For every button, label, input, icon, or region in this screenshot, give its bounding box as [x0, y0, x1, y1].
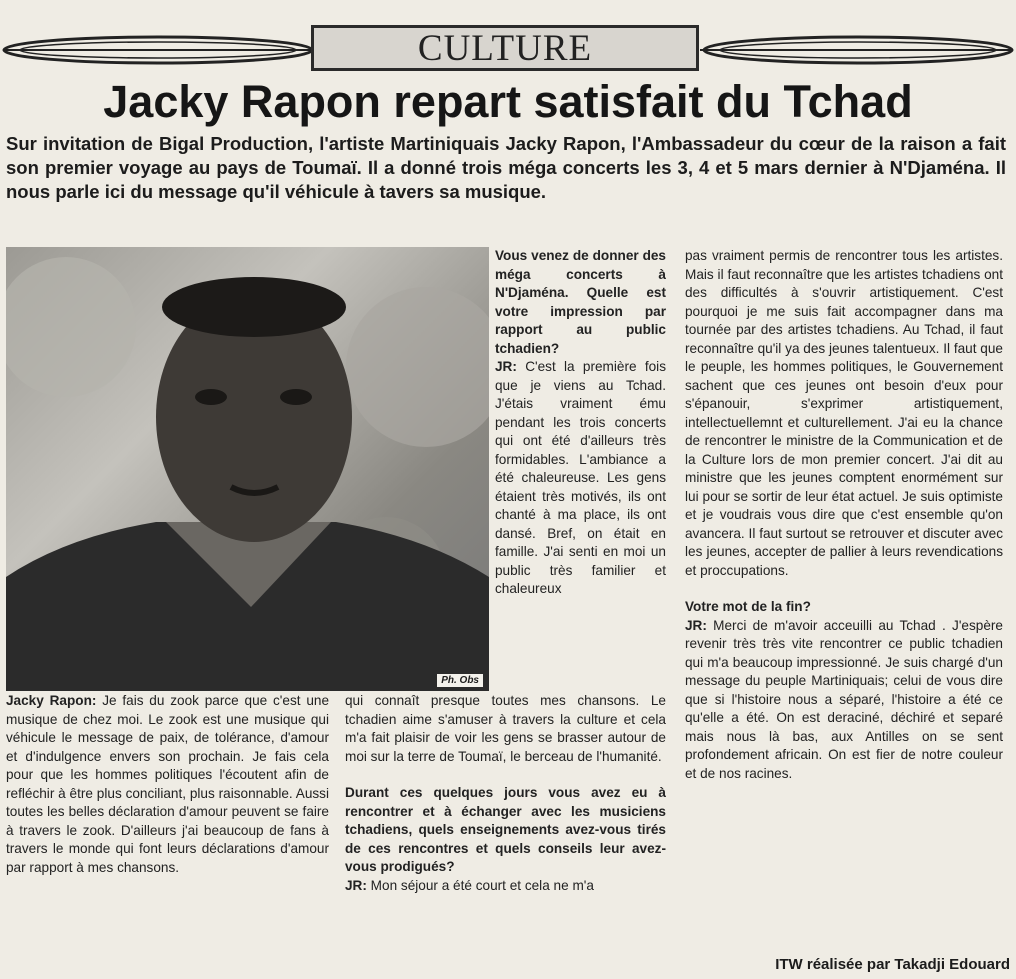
column-middle-bottom — [345, 692, 666, 895]
answer-1-continued: qui connaît presque toutes mes chansons. Le tchadien aime s'amuser à travers la culture et cela m'a fait plaisir de voir les gens se brasser autour de moi sur la terre de Toumaï, le berceau de l'humanité. — [345, 693, 666, 764]
portrait-photo — [6, 247, 489, 691]
speaker-label: JR: — [495, 359, 517, 374]
byline: ITW réalisée par Takadji Edouard — [775, 956, 1010, 973]
answer-3: Merci de m'avoir acceuilli au Tchad . J'espère revenir très très vite rencontrer ce public tchadien qui m'a beaucoup impressionné. Je suis chargé d'un message du peuple Martiniquais; celui de vous dire que si l'histoire nous a séparé, l'histoire a été ce qu'elle a été. On est deraciné, déchiré et separé mais nous là bas, aux Antilles on se sent profondement africain. On est fier de notre couleur et de nos racines. — [685, 617, 1003, 781]
question-3: Votre mot de la fin? — [685, 599, 811, 614]
answer-text: Je fais du zook parce que c'est une musique de chez moi. Le zook est une musique qui véhicule le message de paix, de tolérance, d'amour et d'indulgence envers son prochain. Je fais cela pour que les hommes politiques l'écoutent afin de refléchir à être plus conciliant, plus raisonnable. Aussi toutes les belles déclaration d'amour peuvent se faire à travers le zook. D'ailleurs j'ai beaucoup de fans à travers le monde qui font leurs déclarations d'amour par rapport à mes chansons. — [6, 693, 329, 875]
column-right — [685, 247, 1003, 783]
section-label: CULTURE — [311, 25, 699, 71]
answer-1: C'est la première fois que je viens au Tchad. J'étais vraiment ému pendant les trois concerts qui ont été d'ailleurs très formidables. L'ambiance a été chaleureuse. Les gens étaient très motivés, ils ont chanté à ma place, ils ont dansé. Bref, on était en famille. J'ai senti en moi un public très familier et chaleureux — [495, 359, 666, 596]
speaker-label: JR: — [345, 877, 367, 893]
speaker-label: JR: — [685, 617, 707, 633]
portrait-illustration — [6, 247, 489, 691]
question-2: Durant ces quelques jours vous avez eu à rencontrer et à échanger avec les musiciens tchadiens, quels enseignements avez-vous tirés de ces rencontres et quels conseils leur avez-vous prodigués? — [345, 785, 666, 874]
photo-credit: Ph. Obs — [437, 674, 483, 687]
headline: Jacky Rapon repart satisfait du Tchad — [103, 76, 913, 127]
question-1: Vous venez de donner des méga concerts à N'Djaména. Quelle est votre impression par rapport au public tchadien? — [495, 248, 666, 356]
answer-2: Mon séjour a été court et cela ne m'a — [366, 877, 594, 893]
speaker-label: Jacky Rapon: — [6, 693, 97, 708]
column-left — [6, 692, 329, 877]
lede-paragraph: Sur invitation de Bigal Production, l'artiste Martiniquais Jacky Rapon, l'Ambassadeur du cœur de la raison a fait son premier voyage au pays de Toumaï. Il a donné trois méga concerts les 3, 4 et 5 mars dernier à N'Djaména. Il nous parle ici du message qu'il véhicule à tavers sa musique. — [6, 133, 1006, 202]
column-middle-top — [495, 247, 666, 599]
answer-2-continued: pas vraiment permis de rencontrer tous les artistes. Mais il faut reconnaître que les artistes tchadiens ont des difficultés à s'ouvrir artistiquement. C'est pourquoi je me suis fait accompagner dans ma tournée par des artistes tchadiens. Au Tchad, il faut reconnaître qu'il ya des jeunes talentueux. Il faut que le peuple, les hommes politiques, le Gouvernement sachent que ces jeunes ont besoin d'eux pour s'épanouir, s'exprimer artistiquement, intellectuellemnt et culturellement. J'ai eu la chance de rencontrer le ministre de la Communication et de la Culture lors de mon premier concert. J'ai dit au ministre que les jeunes comptent enormément sur lui pour se sortir de leur état actuel. Je suis optimiste et je voudrais vous dire que c'est ensemble qu'on avancera. Il faut surtout se retrouver et discuter avec les jeunes, accepter de pallier à leurs revendications et proccupations. — [685, 248, 1003, 578]
